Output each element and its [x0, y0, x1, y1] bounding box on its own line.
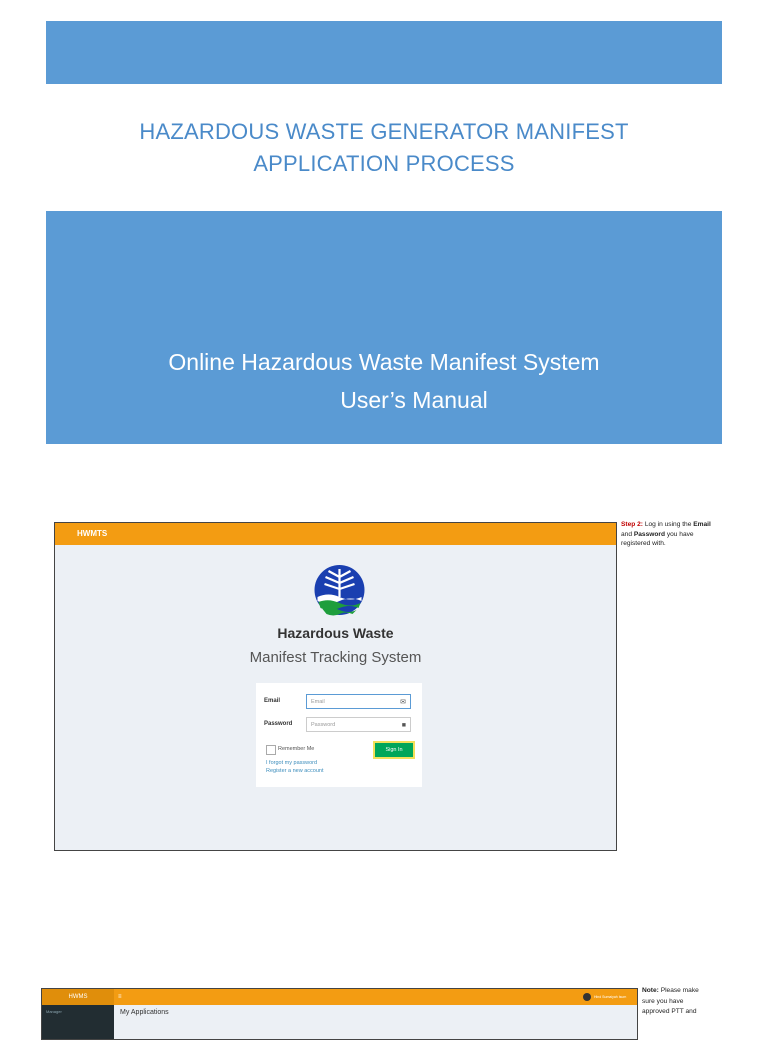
- app-name: HWMS: [42, 989, 114, 1005]
- title-line-1: HAZARDOUS WASTE GENERATOR MANIFEST: [139, 119, 629, 144]
- brand-subtitle: Manifest Tracking System: [249, 649, 422, 666]
- note-text-c: you have registered with.: [621, 530, 694, 547]
- sidebar-label: Manager: [46, 1009, 62, 1014]
- app-header: [42, 989, 637, 1005]
- remember-me-checkbox[interactable]: [266, 745, 276, 755]
- note-text-a: Log in using the: [642, 521, 694, 528]
- denr-logo-icon: [314, 563, 365, 617]
- step-2-note: [621, 520, 713, 549]
- brand-title: Hazardous Waste: [277, 625, 394, 641]
- email-label: Email: [264, 698, 281, 704]
- envelope-icon: ✉: [400, 699, 406, 706]
- manual-title: Online Hazardous Waste Manifest System: [168, 349, 600, 375]
- title-line-2: APPLICATION PROCESS: [253, 151, 515, 176]
- applications-screenshot: [41, 988, 638, 1040]
- note-email: Email: [693, 521, 711, 528]
- note-text-b: and: [621, 530, 634, 538]
- manual-subtitle: User’s Manual: [340, 387, 488, 413]
- note-password: Password: [633, 530, 665, 538]
- password-placeholder: Password: [311, 722, 336, 728]
- password-label: Password: [264, 721, 293, 727]
- forgot-password-link[interactable]: I forgot my password: [266, 760, 318, 766]
- email-placeholder: Email: [311, 699, 325, 705]
- document-title: [46, 116, 722, 180]
- email-field[interactable]: [306, 694, 411, 709]
- avatar[interactable]: [583, 993, 591, 1001]
- login-form: [256, 683, 422, 787]
- page-title: My Applications: [120, 1009, 169, 1016]
- lock-icon: ■: [401, 722, 406, 729]
- register-link[interactable]: Register a new account: [266, 768, 324, 774]
- manual-title-banner: [46, 211, 722, 444]
- sign-in-button[interactable]: Sign In: [373, 741, 415, 759]
- login-screenshot: [54, 522, 617, 851]
- note-label: Note:: [642, 987, 659, 994]
- app-name: HWMTS: [77, 529, 108, 538]
- sidebar: [42, 1005, 114, 1040]
- password-field[interactable]: [306, 717, 411, 732]
- bottom-note: [642, 986, 712, 1018]
- note-text: Please make sure you have approved PTT and: [642, 987, 699, 1015]
- top-banner: [46, 21, 722, 84]
- step-label: Step 2:: [621, 521, 643, 528]
- app-header: [55, 523, 616, 545]
- remember-me-label: Remember Me: [278, 746, 315, 752]
- user-name[interactable]: Hind Sumaiyah Isum: [594, 995, 627, 999]
- menu-icon[interactable]: ≡: [118, 994, 122, 1000]
